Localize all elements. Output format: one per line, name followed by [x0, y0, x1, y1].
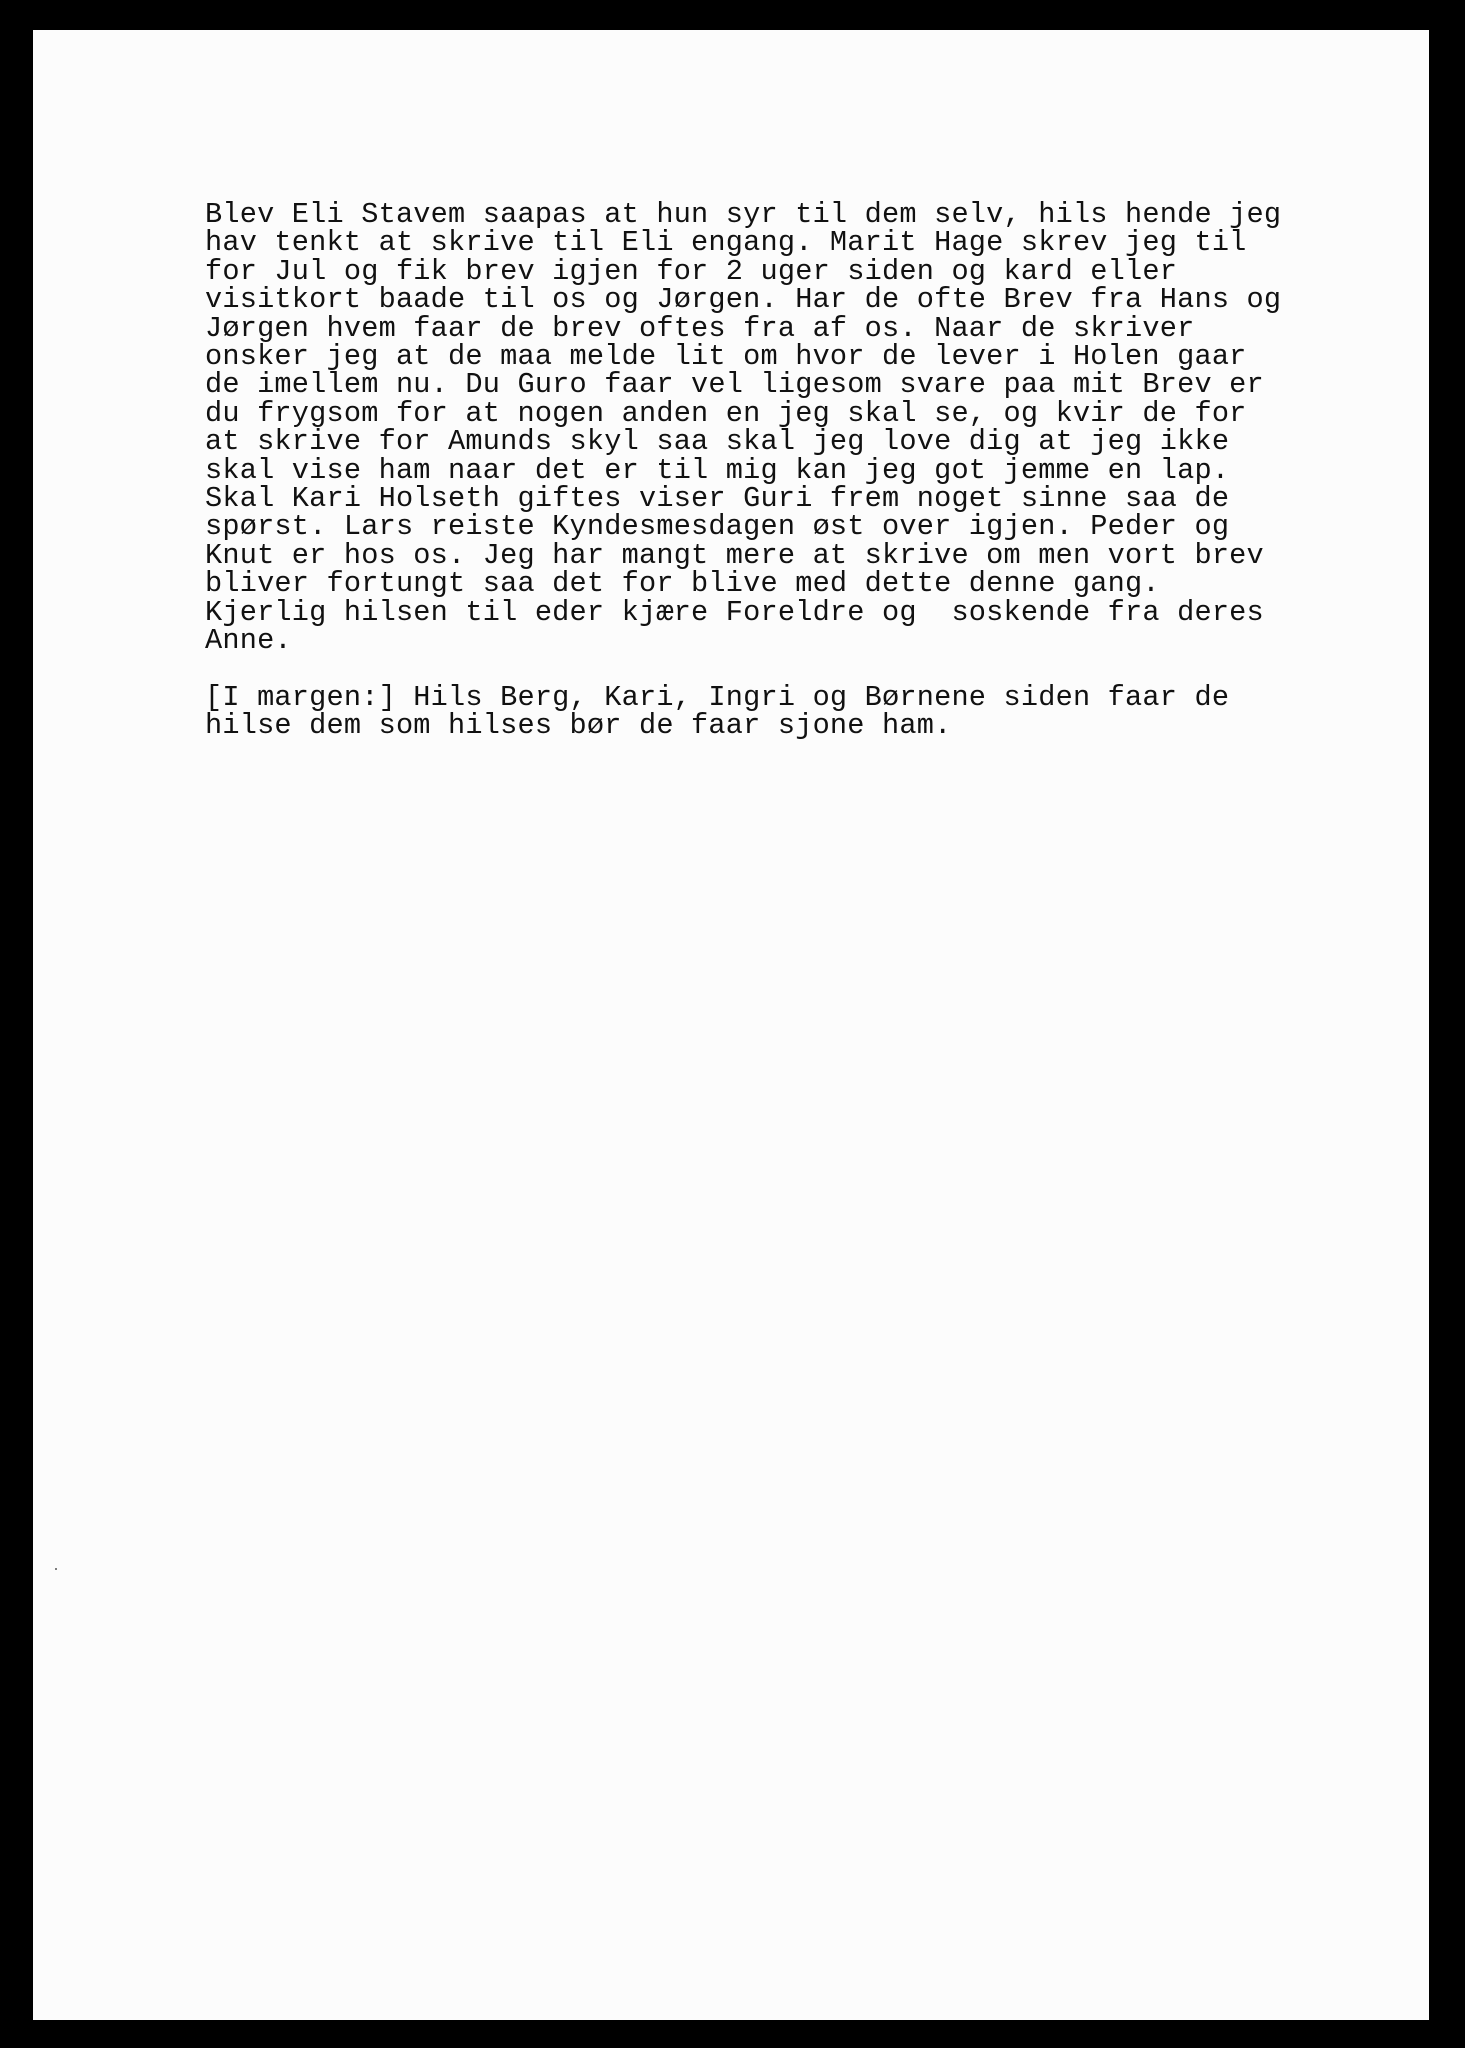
- body-line: Skal Kari Holseth giftes viser Guri frem noget sinne saa de: [205, 482, 1230, 516]
- body-line: spørst. Lars reiste Kyndesmesdagen øst over igjen. Peder og: [205, 510, 1230, 544]
- body-line: onsker jeg at de maa melde lit om hvor de lever i Holen gaar: [205, 340, 1247, 374]
- body-line: Kjerlig hilsen til eder kjære Foreldre og soskende fra deres: [205, 595, 1264, 629]
- body-line: Knut er hos os. Jeg har mangt mere at skrive om men vort brev: [205, 538, 1264, 572]
- body-line: for Jul og fik brev igjen for 2 uger siden og kard eller: [205, 254, 1178, 288]
- body-line: bliver fortungt saa det for blive med dette denne gang.: [205, 567, 1160, 601]
- body-line: Jørgen hvem faar de brev oftes fra af os. Naar de skriver: [205, 311, 1195, 345]
- body-line: Blev Eli Stavem saapas at hun syr til dem selv, hils hende jeg: [205, 198, 1282, 231]
- document-page: [33, 30, 1429, 2020]
- body-line: hav tenkt at skrive til Eli engang. Marit Hage skrev jeg til: [205, 226, 1247, 260]
- body-line: Anne.: [205, 624, 292, 658]
- margin-note: [205, 681, 1345, 743]
- margin-note-line: [I margen:] Hils Berg, Kari, Ingri og Børnene siden faar de: [205, 681, 1230, 714]
- body-line: visitkort baade til os og Jørgen. Har de ofte Brev fra Hans og: [205, 283, 1282, 317]
- letter-body: [205, 198, 1345, 658]
- body-line: de imellem nu. Du Guro faar vel ligesom svare paa mit Brev er: [205, 368, 1264, 402]
- body-line: skal vise ham naar det er til mig kan jeg got jemme en lap.: [205, 453, 1230, 487]
- scan-speck: [55, 1568, 57, 1570]
- margin-note-line: hilse dem som hilses bør de faar sjone ham.: [205, 709, 952, 743]
- body-line: du frygsom for at nogen anden en jeg skal se, og kvir de for: [205, 396, 1247, 430]
- body-line: at skrive for Amunds skyl saa skal jeg love dig at jeg ikke: [205, 425, 1230, 459]
